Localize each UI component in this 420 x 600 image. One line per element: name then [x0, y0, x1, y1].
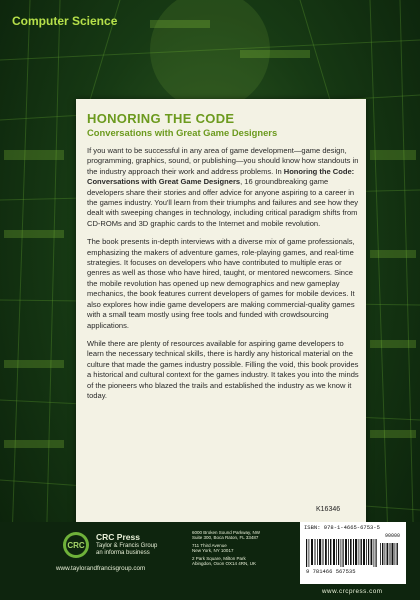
address-line: Abingdon, Oxon OX14 4RN, UK: [192, 561, 257, 567]
address-line: Suite 300, Boca Raton, FL 33487: [192, 535, 259, 541]
crc-logo-text: CRC: [67, 541, 85, 550]
isbn-number: ISBN: 978-1-4665-6753-5: [304, 524, 380, 531]
publisher-business: an informa business: [96, 550, 150, 556]
address-line: New York, NY 10017: [192, 548, 234, 554]
paragraph-3: While there are plenty of resources available for aspiring game developers to learn the necessary technical skills, there is hardly any historical material on the culture that made the games industry possible. Filling the void, this book provides a historical and cultural context for the games industry. It takes you into the minds of the pioneers who blazed the trails and established the industry as we know it today.: [87, 338, 359, 400]
address-new-york: [192, 543, 233, 554]
paragraph-2: The book presents in-depth interviews with a diverse mix of game professionals, emphasizing the makers of adventure games, role-playing games, and real-time strategies. It focuses on developers who have contributed to multiple eras or genres as well as those who have hired, taught, or mentored newcomers. Since the mobile revolution has opened up new demographics and new gameplay mechanics, the book features current developers of games for mobile devices. It also explores how indie game developers are making commercial-quality games with a small team mostly using free tools and funded with crowdsourcing applications.: [87, 237, 355, 330]
book-title: HONORING THE CODE: [87, 111, 235, 126]
paragraph-1-book-title: Honoring the Code: Conversations with Great Game Designers: [87, 166, 355, 187]
address-line: 711 Third Avenue: [192, 543, 227, 548]
paragraph-1-rest: , 16 groundbreaking game developers share their stories and offer advice for anyone aspiring to a career in the games industry. You'll learn from their triumphs and failures and see how they dealt with sweeping changes in technology, including critical paradigm shifts from CD-ROMs and 3D graphic cards to the Internet and mobile revolution.: [87, 177, 359, 228]
product-code: K16346: [316, 506, 341, 513]
publisher-website[interactable]: www.taylorandfrancisgroup.com: [56, 565, 146, 572]
barcode-digits: 9 781466 567535: [306, 568, 356, 575]
publisher-name: CRC Press: [96, 532, 140, 542]
address-line: 6000 Broken Sound Parkway, NW: [192, 530, 260, 535]
paragraph-1-intro: If you want to be successful in any area of game development—game design, programming, graphics, sound, or publishing—you should know how standouts in the industry approach their work and address problems. In: [87, 146, 359, 176]
address-abingdon: [192, 556, 256, 567]
crc-website[interactable]: www.crcpress.com: [322, 588, 383, 595]
crc-logo-icon: [62, 531, 90, 559]
paragraph-1: [87, 146, 362, 229]
category-label: Computer Science: [12, 14, 118, 28]
publisher-group: Taylor & Francis Group: [96, 543, 158, 549]
blurb: [87, 111, 362, 409]
address-line: 2 Park Square, Milton Park: [192, 556, 246, 561]
price-code: 90000: [385, 533, 401, 539]
barcode-icon: [302, 533, 404, 575]
book-subtitle: Conversations with Great Game Designers: [87, 127, 278, 138]
address-boca-raton: [192, 530, 260, 541]
